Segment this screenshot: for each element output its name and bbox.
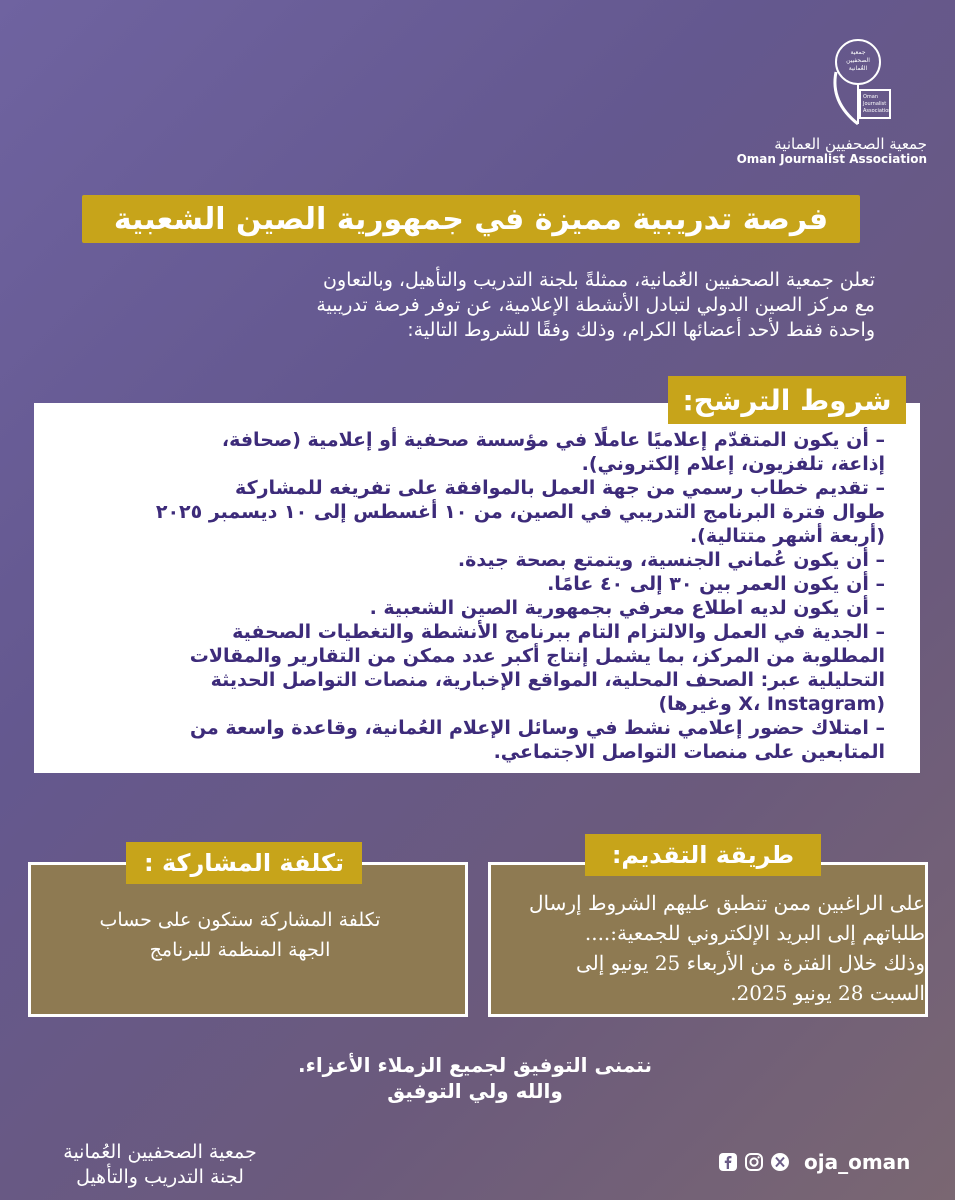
closing-line: نتمنى التوفيق لجميع الزملاء الأعزاء. xyxy=(298,1053,652,1077)
condition-line: – الجدية في العمل والالتزام التام ببرنامج الأنشطة والتغطيات الصحفية xyxy=(232,621,885,643)
condition-line: المطلوبة من المركز، بما يشمل إنتاج أكبر عدد ممكن من التقارير والمقالات xyxy=(189,645,885,667)
logo-emblem-icon xyxy=(770,32,950,132)
intro-line: تعلن جمعية الصحفيين العُمانية، ممثلةً بلجنة التدريب والتأهيل، وبالتعاون xyxy=(323,269,875,291)
apply-title: طريقة التقديم: xyxy=(585,834,821,876)
apply-line: على الراغبين ممن تنطبق عليهم الشروط إرسال xyxy=(529,891,925,915)
apply-line: وذلك خلال الفترة من الأربعاء 25 يونيو إلى xyxy=(575,951,925,975)
closing-line: والله ولي التوفيق xyxy=(387,1079,563,1103)
emblem-line-5: Journalist xyxy=(863,101,887,107)
apply-text xyxy=(495,888,925,1008)
facebook-icon[interactable] xyxy=(718,1152,738,1172)
cost-text xyxy=(40,905,440,965)
condition-line: إذاعة، تلفزيون، إعلام إلكتروني). xyxy=(581,453,885,475)
condition-line: – تقديم خطاب رسمي من جهة العمل بالموافقة على تفريغه للمشاركة xyxy=(235,477,885,499)
logo-name-en: Oman Journalist Association xyxy=(736,152,927,166)
emblem-line-3: العُمانية xyxy=(848,65,868,72)
intro-paragraph xyxy=(85,268,875,343)
emblem-line-1: جمعية xyxy=(850,49,866,56)
condition-line: – أن يكون عُماني الجنسية، ويتمتع بصحة جيدة. xyxy=(457,549,885,571)
cost-line: تكلفة المشاركة ستكون على حساب xyxy=(99,909,381,931)
condition-line: – أن يكون المتقدّم إعلاميًا عاملًا في مؤسسة صحفية أو إعلامية (صحافة، xyxy=(221,429,885,451)
x-icon[interactable] xyxy=(770,1152,790,1172)
emblem-line-4: Oman xyxy=(863,94,879,100)
condition-line: المتابعين على منصات التواصل الاجتماعي. xyxy=(493,741,885,763)
footer-org-line: جمعية الصحفيين العُمانية xyxy=(63,1141,257,1163)
logo-name-ar: جمعية الصحفيين العمانية xyxy=(774,135,927,153)
condition-line: – أن يكون لديه اطلاع معرفي بجمهورية الصين الشعبية . xyxy=(369,597,885,619)
social-handle[interactable]: oja_oman xyxy=(804,1150,911,1174)
social-links xyxy=(718,1148,910,1176)
footer-org xyxy=(10,1140,310,1190)
condition-line: – أن يكون العمر بين ٣٠ إلى ٤٠ عامًا. xyxy=(547,573,885,595)
condition-line: طوال فترة البرنامج التدريبي في الصين، من ١٠ أغسطس إلى ١٠ ديسمبر ٢٠٢٥ xyxy=(155,501,885,523)
apply-line: السبت 28 يونيو 2025. xyxy=(730,981,925,1005)
intro-line: مع مركز الصين الدولي لتبادل الأنشطة الإعلامية، عن توفر فرصة تدريبية xyxy=(316,294,875,316)
emblem-line-6: Association xyxy=(863,108,892,114)
condition-line: (X، Instagram وغيرها) xyxy=(658,693,885,715)
emblem-line-2: الصحفيين xyxy=(846,57,870,64)
condition-line: (أربعة أشهر متتالية). xyxy=(689,525,885,547)
instagram-icon[interactable] xyxy=(744,1152,764,1172)
footer-org-line: لجنة التدريب والتأهيل xyxy=(76,1166,244,1188)
condition-line: التحليلية عبر: الصحف المحلية، المواقع الإخبارية، منصات التواصل الحديثة xyxy=(210,669,885,691)
intro-line: واحدة فقط لأحد أعضائها الكرام، وذلك وفقًا للشروط التالية: xyxy=(407,319,875,341)
closing-text xyxy=(200,1052,750,1104)
conditions-list xyxy=(85,428,885,764)
condition-line: – امتلاك حضور إعلامي نشط في وسائل الإعلام العُمانية، وقاعدة واسعة من xyxy=(189,717,885,739)
cost-title: تكلفة المشاركة : xyxy=(126,842,362,884)
page-title: فرصة تدريبية مميزة في جمهورية الصين الشعبية xyxy=(82,195,860,243)
apply-line: طلباتهم إلى البريد الإلكتروني للجمعية:.... xyxy=(584,921,925,945)
conditions-title: شروط الترشح: xyxy=(668,376,906,424)
cost-line: الجهة المنظمة للبرنامج xyxy=(149,939,331,961)
